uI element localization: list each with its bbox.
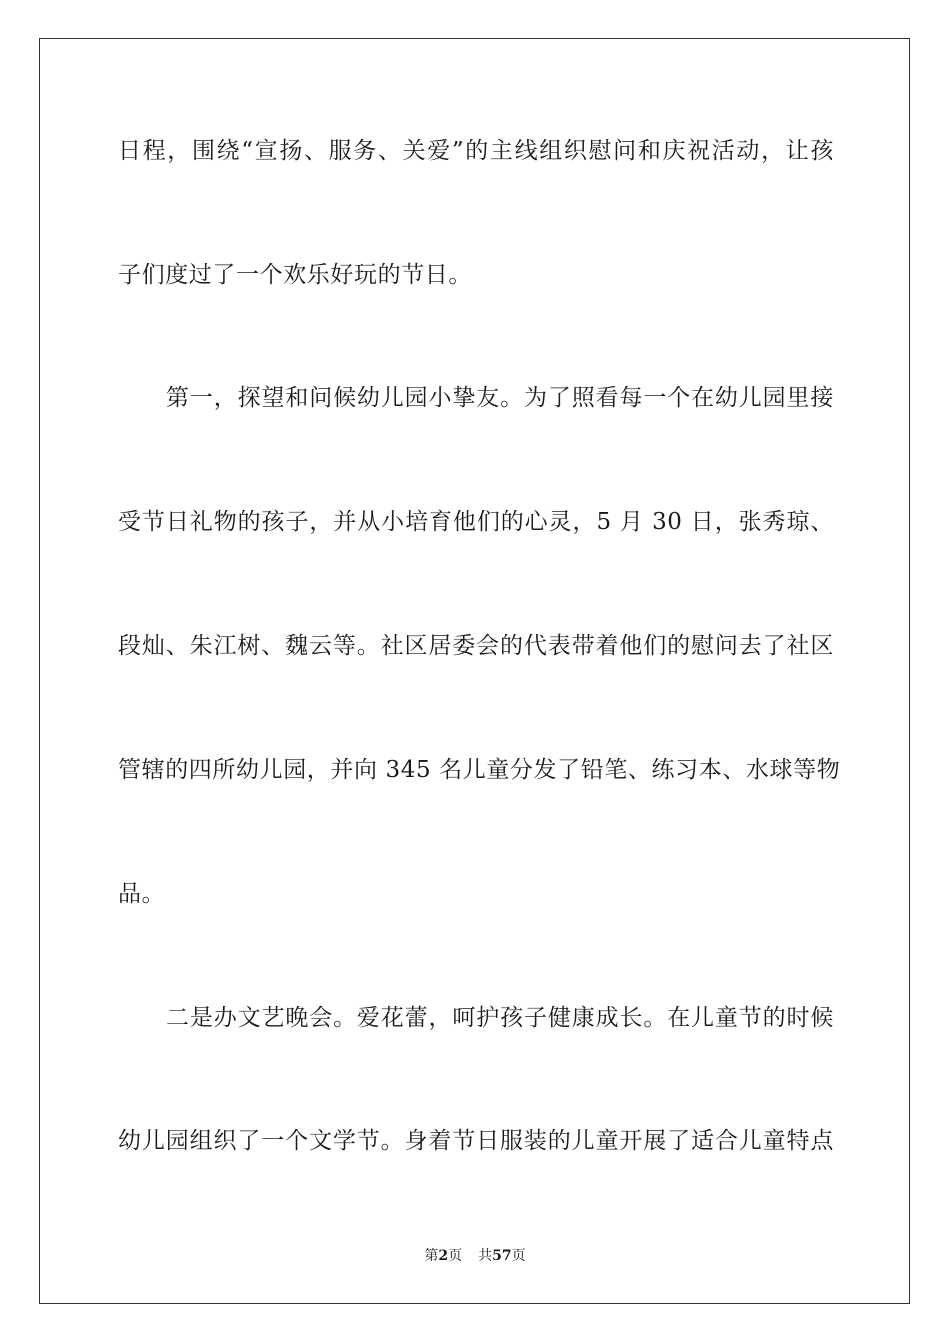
body-line-8: 二是办文艺晚会。爱花蕾，呵护孩子健康成长。在儿童节的时候 [166,1005,834,1031]
body-line-6: 管辖的四所幼儿园，并向 345 名儿童分发了铅笔、练习本、水球等物 [118,757,841,783]
body-line-3: 第一，探望和问候幼儿园小挚友。为了照看每一个在幼儿园里接 [166,385,834,411]
footer-total-prefix: 共 [478,1248,493,1264]
body-line-2: 子们度过了一个欢乐好玩的节日。 [118,262,472,288]
body-line-9: 幼儿园组织了一个文学节。身着节日服装的儿童开展了适合儿童特点 [118,1128,834,1154]
body-line-5: 段灿、朱江树、魏云等。社区居委会的代表带着他们的慰问去了社区 [118,633,834,659]
footer-page-number: 2 [438,1248,449,1264]
page-footer [0,1247,950,1265]
body-line-7: 品。 [118,881,166,907]
page-border [39,38,910,1304]
footer-total-suffix: 页 [511,1248,526,1264]
footer-total-pages: 57 [492,1248,512,1264]
footer-page-prefix: 第 [424,1248,439,1264]
body-line-4: 受节日礼物的孩子，并从小培育他们的心灵，5 月 30 日，张秀琼、 [118,509,834,535]
footer-page-suffix: 页 [448,1248,463,1264]
body-line-1: 日程，围绕“宣扬、服务、关爱”的主线组织慰问和庆祝活动，让孩 [118,138,834,164]
